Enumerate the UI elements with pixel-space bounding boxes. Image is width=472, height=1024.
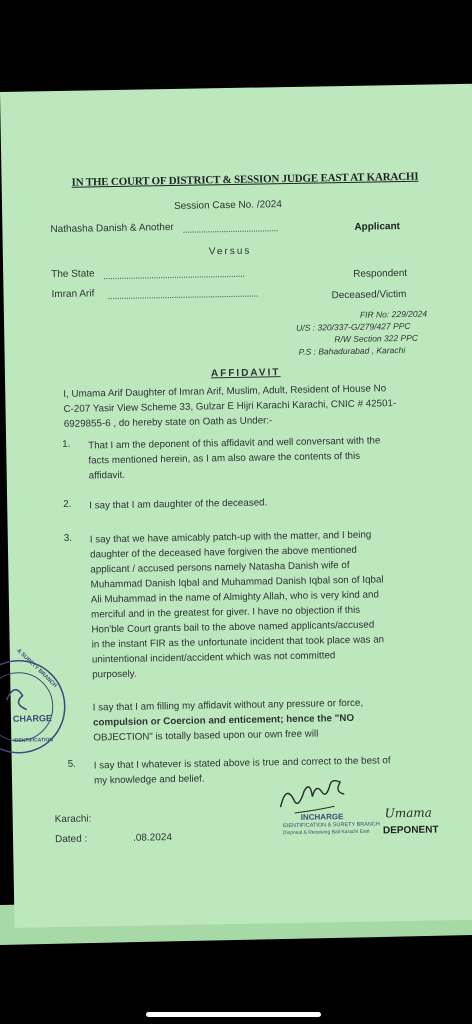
stamp-top-text: & SURETY BRANCH xyxy=(15,647,58,690)
point-line: merciful and in the greatest for giver. I have no objection if this xyxy=(91,604,361,621)
respondent-label: Respondent xyxy=(353,267,408,280)
intro-line: C-207 Yasir View Scheme 33, Gulzar E Hijri Karachi Karachi, CNIC # 42501- xyxy=(63,398,397,415)
point-line: affidavit. xyxy=(88,469,126,482)
deponent-signature: Umama xyxy=(384,805,432,821)
incharge-stamp xyxy=(250,775,391,837)
intro-paragraph xyxy=(63,380,444,432)
point-line: OBJECTION" is totally based upon our own free will xyxy=(93,728,319,744)
applicant-name: Nathasha Danish & Another xyxy=(50,221,174,236)
point-1-text xyxy=(88,432,445,483)
dotted-line: .................................................................. xyxy=(107,288,259,303)
fir-sections: U/S : 320/337-G/279/427 PPC xyxy=(296,320,411,333)
point-line: Muhammad Danish Iqbal and Muhammad Danish Iqbal son of Iqbal xyxy=(90,574,384,591)
point-line: I say that we have amicably patch-up with the matter, and I being xyxy=(89,529,372,546)
point-line: in the instant FIR as the unfortunate incident that took place was an xyxy=(91,634,385,651)
point-line: purposely. xyxy=(92,668,137,681)
deponent-label: DEPONENT xyxy=(382,824,439,837)
place: Karachi: xyxy=(54,813,92,826)
fir-read-with: R/W Section 322 PPC xyxy=(334,332,419,345)
dated-value: .08.2024 xyxy=(132,832,173,844)
point-line: facts mentioned herein, as I am also aware the contents of this xyxy=(88,450,361,467)
incharge-branch: IDENTIFICATION & SURETY BRANCH xyxy=(282,821,380,830)
fir-number: FIR No: 229/2024 xyxy=(359,308,428,320)
incharge-title: INCHARGE xyxy=(300,812,344,822)
dotted-line: .......................................... xyxy=(182,223,279,236)
dotted-line: .............................................................. xyxy=(103,268,245,283)
point-line: I say that I am filling my affidavit without any pressure or force, xyxy=(92,697,364,714)
point-line: my knowledge and belief. xyxy=(93,773,205,787)
point-number: 5. xyxy=(67,758,77,770)
fir-police-station: P.S : Bahadurabad , Karachi xyxy=(298,344,406,357)
stamp-mid-text: CHARGE xyxy=(12,713,53,724)
point-line: Hon'ble Court grants bail to the above named applicants/accused xyxy=(91,619,375,636)
branch-stamp xyxy=(0,647,72,767)
point-line: I say that I am daughter of the deceased. xyxy=(89,497,268,512)
point-line: applicant / accused persons namely Natasha Danish wife of xyxy=(90,559,350,576)
intro-line: I, Umama Arif Daughter of Imran Arif, Muslim, Adult, Resident of House No xyxy=(63,383,387,400)
stamp-bottom-text: IDENTIFICATION xyxy=(13,737,54,744)
respondent-name: The State xyxy=(51,268,95,281)
point-line: That I am the deponent of this affidavit and well conversant with the xyxy=(88,435,381,452)
point-line: I say that I whatever is stated above is true and correct to the best of xyxy=(93,755,391,772)
versus: Versus xyxy=(208,245,252,258)
incharge-branch-sub: Disposal & Receiving Bail Karachi East xyxy=(282,828,370,837)
victim-label: Deceased/Victim xyxy=(331,288,407,302)
point-4-text xyxy=(93,694,450,745)
point-number: 2. xyxy=(63,498,72,510)
home-indicator[interactable] xyxy=(146,1012,321,1017)
point-line: compulsion or Coercion and enticement; hence the "NO xyxy=(92,712,355,729)
point-line: daughter of the deceased have forgiven the above mentioned xyxy=(89,544,358,561)
point-line: unintentional incident/accident which was not committed xyxy=(91,650,336,666)
point-2-text xyxy=(89,492,445,513)
court-title: IN THE COURT OF DISTRICT & SESSION JUDGE EAST AT KARACHI xyxy=(71,170,419,189)
point-3-text xyxy=(90,526,449,682)
victim-name: Imran Arif xyxy=(51,288,95,301)
point-number: 3. xyxy=(63,532,73,544)
applicant-label: Applicant xyxy=(354,221,401,233)
point-number: 1. xyxy=(62,438,71,450)
document-page xyxy=(0,84,472,928)
session-case: Session Case No. /2024 xyxy=(173,199,282,212)
point-line: Ali Muhammad in the name of Almighty Allah, who is very kind and xyxy=(90,589,379,606)
intro-line: 6929855-6 , do hereby state on Oath as Under:- xyxy=(63,415,273,430)
dated-label: Dated : xyxy=(54,833,88,846)
affidavit-heading: AFFIDAVIT xyxy=(210,367,281,380)
